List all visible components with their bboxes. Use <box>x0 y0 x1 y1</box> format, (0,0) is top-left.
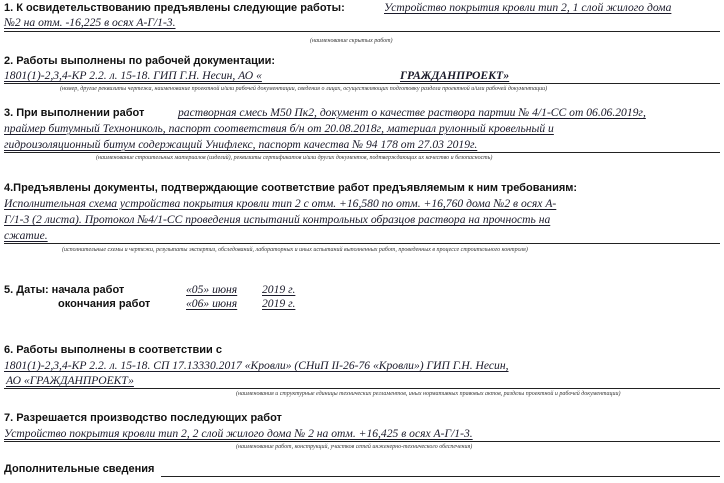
s2-value-org: ГРАЖДАНПРОЕКТ» <box>400 69 510 82</box>
s5-start-day: «05» июня <box>186 283 238 296</box>
s4-rule <box>4 243 720 244</box>
s2-caption: (номер, другие реквизиты чертежа, наименование проектной и/или рабочей документации, сведения о лицах, осуществляющих подготовку раздела проектной и/или рабочей документации) <box>60 86 548 92</box>
s6-caption: (наименования и структурные единицы технических регламентов, иных нормативных правовых актов, разделы проектной и рабочей документации) <box>236 391 621 397</box>
s1-value-line2: №2 на отм. -16,225 в осях А-Г/1-3. <box>4 16 176 29</box>
s5-end-year: 2019 г. <box>262 297 296 310</box>
s1-rule <box>4 31 720 32</box>
s1-caption: (наименование скрытых работ) <box>310 38 393 44</box>
s3-value-line2: праймер битумный Технониколь, паспорт соответствия б/н от 20.08.2018г, материал рулонный кровельный и <box>4 122 554 135</box>
s3-rule <box>4 152 720 153</box>
s7-label: 7. Разрешается производство последующих работ <box>4 412 282 424</box>
s5-start-label: 5. Даты: начала работ <box>4 284 125 296</box>
s6-value-line1: 1801(1)-2,3,4-КР 2.2. л. 15-18. СП 17.13330.2017 «Кровли» (СНиП II-26-76 «Кровли») ГИП Г.Н. Несин, <box>4 359 509 372</box>
s4-caption: (исполнительные схемы и чертежи, результаты экспертиз, обследований, лабораторных и иных испытаний выполненных работ, проведенных в процессе строительного контроля) <box>62 247 528 253</box>
s4-value-line1: Исполнительная схема устройства покрытия кровли тип 2 с отм. +16,580 по отм. +16,760 дома №2 в осях А- <box>4 197 557 210</box>
s6-value-line2: АО «ГРАЖДАНПРОЕКТ» <box>6 374 134 387</box>
s4-label: 4.Предъявлены документы, подтверждающие соответствие работ предъявляемым к ним требованиям: <box>4 182 578 194</box>
s3-value-line3: гидроизоляционный битум содержащий Унифлекс, паспорт качества № 94 178 от 27.03 2019г. <box>4 138 478 151</box>
s1-value-line1: Устройство покрытия кровли тип 2, 1 слой жилого дома <box>384 1 672 14</box>
s4-value-line3: сжатие. <box>4 229 48 242</box>
s2-label: 2. Работы выполнены по рабочей документации: <box>4 55 276 67</box>
s3-value-line1: растворная смесь М50 Пк2, документ о качестве раствора партии № 4/1-СС от 06.06.2019г, <box>178 106 646 119</box>
s2-value-line1: 1801(1)-2,3,4-КР 2.2. л. 15-18. ГИП Г.Н. Несин, АО « <box>4 69 262 82</box>
s3-label: 3. При выполнении работ <box>4 107 145 119</box>
s6-label: 6. Работы выполнены в соответствии с <box>4 344 222 356</box>
extra-label: Дополнительные сведения <box>4 463 155 475</box>
s7-caption: (наименование работ, конструкций, участков сетей инженерно-технического обеспечения) <box>236 444 473 450</box>
s5-end-day: «06» июня <box>186 297 238 310</box>
extra-rule <box>161 476 720 477</box>
s6-rule <box>4 388 720 389</box>
s1-label: 1. К освидетельствованию предъявлены следующие работы: <box>4 2 345 14</box>
s7-value-line1: Устройство покрытия кровли тип 2, 2 слой жилого дома № 2 на отм. +16,425 в осях А-Г/1-3. <box>4 427 473 440</box>
s5-end-label: окончания работ <box>58 298 151 310</box>
s2-rule <box>4 83 720 84</box>
s3-caption: (наименование строительных материалов (изделий), реквизиты сертификатов и/или других документов, подтверждающих их качество и безопасность) <box>96 155 493 161</box>
s7-rule <box>4 441 720 442</box>
s5-start-year: 2019 г. <box>262 283 296 296</box>
s4-value-line2: Г/1-3 (2 листа). Протокол №4/1-СС проведения испытаний контрольных образцов раствора на прочность на <box>4 213 551 226</box>
